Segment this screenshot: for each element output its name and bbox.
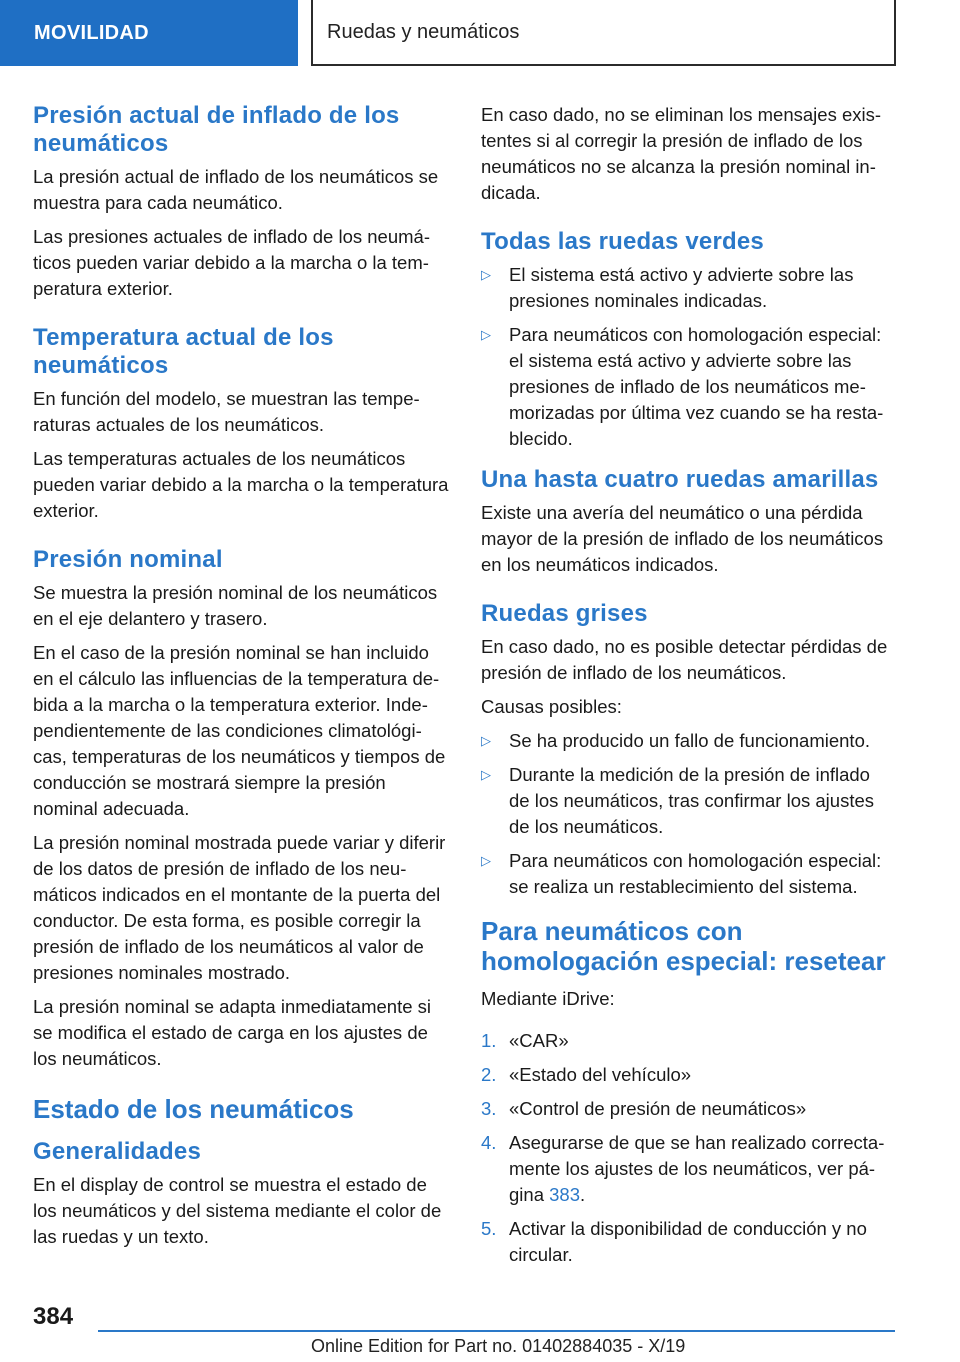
- triangle-bullet-icon: ▷: [481, 733, 491, 748]
- paragraph: Las presiones actuales de inflado de los neumáticos pueden variar debido a la marcha o la temperatura exterior.: [33, 226, 430, 299]
- footer-edition: Online Edition for Part no. 01402884035 - X/19: [311, 1336, 686, 1356]
- right-column: [481, 102, 895, 1276]
- footer-divider: [98, 1330, 895, 1332]
- heading-ruedas-amarillas: Una hasta cuatro ruedas amarillas: [481, 466, 879, 493]
- steps-list: [481, 1028, 895, 1268]
- list-item: ▷ Para neumáticos con homologación especial: el sistema está activo y advierte sobre las presiones de inflado de los neumáticos memorizadas por última vez cuando se ha restablecido.: [481, 324, 884, 449]
- step-item: 5. Activar la disponibilidad de conducción y no circular.: [481, 1218, 867, 1265]
- paragraph: Existe una avería del neumático o una pérdida mayor de la presión de inflado de los neumáticos en los neumáticos indicados.: [481, 502, 884, 575]
- list-causas-posibles: [481, 728, 895, 900]
- list-item: ▷ Para neumáticos con homologación especial: se realiza un restablecimiento del sistema.: [481, 850, 882, 897]
- step-item: 1. «CAR»: [481, 1030, 569, 1051]
- step-item: 3. «Control de presión de neumáticos»: [481, 1098, 807, 1119]
- section-label: MOVILIDAD: [34, 21, 149, 44]
- step-item: 2. «Estado del vehículo»: [481, 1064, 692, 1085]
- chapter-title: Ruedas y neumáticos: [327, 20, 520, 43]
- list-ruedas-verdes: [481, 262, 895, 452]
- paragraph: En caso dado, no se eliminan los mensajes existentes si al corregir la presión de inflado de los neumáticos no se alcanza la presión nominal indicada.: [481, 104, 882, 203]
- heading-presion-actual: Presión actual de inflado de los neumáticos: [33, 102, 400, 157]
- step-item: 4. Asegurarse de que se han realizado correctamente los ajustes de los neumáticos, ver página 383.: [481, 1132, 885, 1205]
- paragraph: Causas posibles:: [481, 696, 622, 717]
- page-link[interactable]: 383: [549, 1184, 580, 1205]
- chapter-title-box: [311, 0, 896, 66]
- left-column: [33, 102, 449, 1258]
- heading-estado-neumaticos: Estado de los neumáticos: [33, 1094, 354, 1124]
- paragraph: Mediante iDrive:: [481, 988, 615, 1009]
- heading-presion-nominal: Presión nominal: [33, 546, 223, 573]
- list-item: ▷ El sistema está activo y advierte sobre las presiones nominales indicadas.: [481, 264, 854, 311]
- triangle-bullet-icon: ▷: [481, 327, 491, 342]
- paragraph: La presión actual de inflado de los neumáticos se muestra para cada neumático.: [33, 166, 439, 213]
- heading-ruedas-verdes: Todas las ruedas verdes: [481, 228, 764, 255]
- paragraph: En el display de control se muestra el estado de los neumáticos y del sistema mediante el color de las ruedas y un texto.: [33, 1174, 442, 1247]
- page-number: 384: [33, 1303, 74, 1330]
- paragraph: La presión nominal mostrada puede variar y diferir de los datos de presión de inflado de los neumáticos indicados en el montante de la puerta del conductor. De esta forma, es posible corregir la presión de inflado de los neumáticos al valor de presiones nominales mostrado.: [33, 832, 446, 983]
- paragraph: Las temperaturas actuales de los neumáticos pueden variar debido a la marcha o la temperatura exterior.: [33, 448, 449, 521]
- heading-generalidades: Generalidades: [33, 1138, 202, 1165]
- heading-ruedas-grises: Ruedas grises: [481, 600, 648, 627]
- paragraph: En el caso de la presión nominal se han incluido en el cálculo las influencias de la temperatura debida a la marcha o la temperatura exterior. Independientemente de las condiciones climatológicas, temperaturas de los neumáticos y tiempos de conducción se mostrará siempre la presión nominal adecuada.: [33, 642, 446, 819]
- triangle-bullet-icon: ▷: [481, 853, 491, 868]
- heading-temperatura: Temperatura actual de los neumáticos: [33, 324, 334, 379]
- list-item: ▷ Durante la medición de la presión de inflado de los neumáticos, tras confirmar los ajustes de los neumáticos.: [481, 764, 875, 837]
- list-item: ▷ Se ha producido un fallo de funcionamiento.: [481, 728, 895, 754]
- triangle-bullet-icon: ▷: [481, 267, 491, 282]
- section-tab: [0, 0, 298, 66]
- paragraph: En función del modelo, se muestran las temperaturas actuales de los neumáticos.: [33, 388, 420, 435]
- paragraph: Se muestra la presión nominal de los neumáticos en el eje delantero y trasero.: [33, 582, 438, 629]
- paragraph: En caso dado, no es posible detectar pérdidas de presión de inflado de los neumáticos.: [481, 636, 888, 683]
- triangle-bullet-icon: ▷: [481, 767, 491, 782]
- heading-resetear: Para neumáticos con homologación especial: resetear: [481, 916, 886, 976]
- paragraph: La presión nominal se adapta inmediatamente si se modifica el estado de carga en los ajustes de los neumáticos.: [33, 996, 431, 1069]
